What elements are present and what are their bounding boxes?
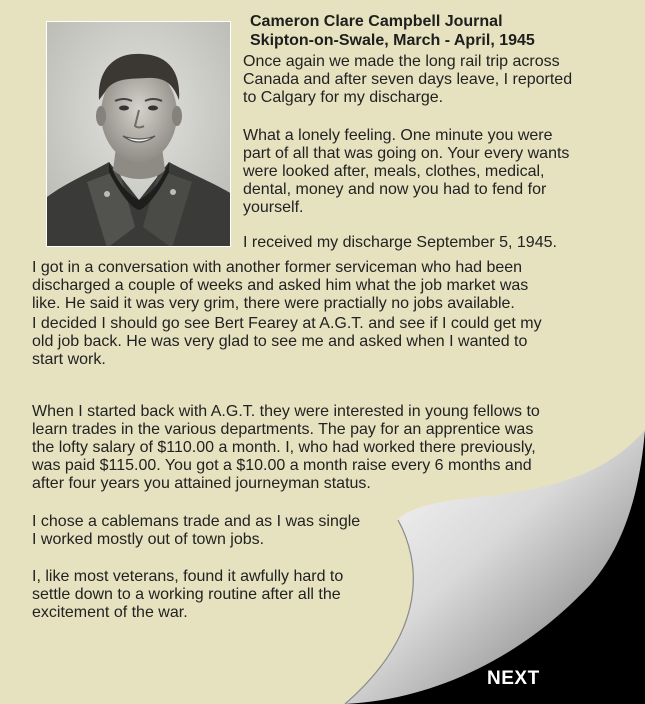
title-line-1: Cameron Clare Campbell Journal — [250, 13, 503, 30]
title-line-2: Skipton-on-Swale, March - April, 1945 — [250, 32, 535, 49]
paragraph-line: start work. — [32, 351, 106, 368]
paragraph-line: Canada and after seven days leave, I reported — [243, 71, 573, 88]
paragraph-line: learn trades in the various departments. The pay for an apprentice was — [32, 421, 534, 438]
paragraph-line: to Calgary for my discharge. — [243, 89, 444, 106]
paragraph-line: When I started back with A.G.T. they were interested in young fellows to — [32, 403, 540, 420]
paragraph-line: were looked after, meals, clothes, medical, — [243, 163, 545, 180]
paragraph-line: old job back. He was very glad to see me and asked when I wanted to — [32, 333, 528, 350]
paragraph-line: I decided I should go see Bert Fearey at A.G.T. and see if I could get my — [32, 315, 542, 332]
paragraph-line: after four years you attained journeyman status. — [32, 475, 371, 492]
paragraph-line: yourself. — [243, 199, 304, 216]
paragraph-line: excitement of the war. — [32, 604, 188, 621]
paragraph-line: discharged a couple of weeks and asked him what the job market was — [32, 277, 529, 294]
paragraph-line: settle down to a working routine after all the — [32, 586, 341, 603]
paragraph-line: I got in a conversation with another former serviceman who had been — [32, 259, 523, 276]
paragraph-line: part of all that was going on. Your every wants — [243, 145, 570, 162]
paragraph-line: What a lonely feeling. One minute you were — [243, 127, 553, 144]
next-button[interactable]: NEXT — [487, 668, 540, 689]
paragraph-line: I received my discharge September 5, 1945. — [243, 234, 557, 251]
paragraph-line: was paid $115.00. You got a $10.00 a month raise every 6 months and — [32, 457, 532, 474]
paragraph-line: Once again we made the long rail trip across — [243, 53, 560, 70]
paragraph-line: I chose a cablemans trade and as I was single — [32, 513, 361, 530]
paragraph-line: I, like most veterans, found it awfully hard to — [32, 568, 344, 585]
paragraph-line: like. He said it was very grim, there were practially no jobs available. — [32, 295, 515, 312]
paragraph-line: I worked mostly out of town jobs. — [32, 531, 265, 548]
paragraph-line: dental, money and now you had to fend for — [243, 181, 547, 198]
paragraph-line: the lofty salary of $110.00 a month. I, who had worked there previously, — [32, 439, 536, 456]
